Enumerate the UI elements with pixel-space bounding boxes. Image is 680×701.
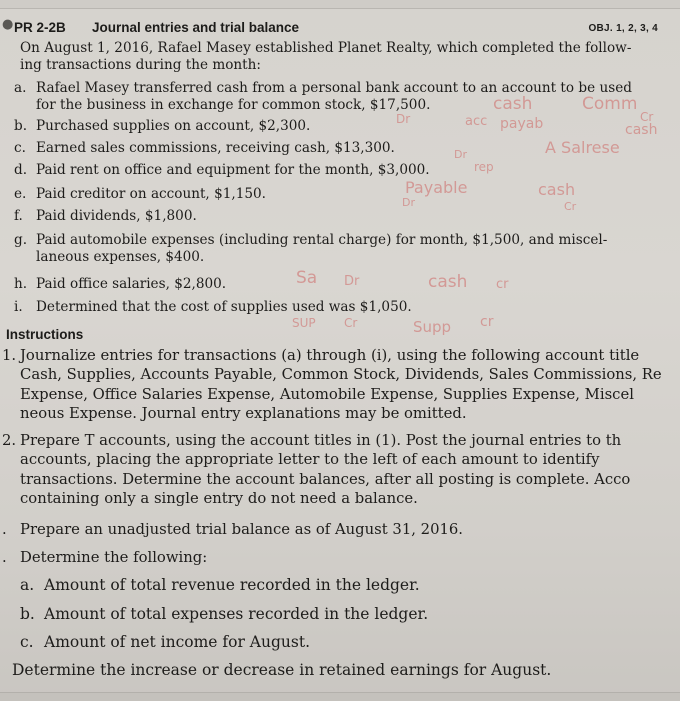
handwritten-note: Dr <box>454 148 467 161</box>
transaction-text: Purchased supplies on account, $2,300. <box>36 118 311 134</box>
intro-line: ing transactions during the month: <box>20 57 261 73</box>
bullet-icon: ● <box>2 17 14 32</box>
transaction-text: Rafael Masey transferred cash from a personal bank account to an account to be used <box>36 80 632 96</box>
top-page-edge <box>0 0 680 9</box>
handwritten-note: Cr <box>344 316 358 330</box>
problem-intro <box>20 40 668 74</box>
handwritten-note: cash <box>428 272 468 292</box>
handwritten-note: Payable <box>405 178 468 197</box>
sub-item-text: Amount of total expenses recorded in the ledger. <box>44 605 429 623</box>
transaction-label: c. <box>14 140 26 156</box>
sub-item-label: c. <box>20 633 34 651</box>
step-text-cont: Expense, Office Salaries Expense, Automobile Expense, Supplies Expense, Miscel <box>20 385 634 403</box>
handwritten-note: cr <box>496 277 509 292</box>
step-3 <box>2 520 463 539</box>
transaction-b <box>14 118 310 135</box>
transaction-text: Paid automobile expenses (including rental charge) for month, $1,500, and miscel- <box>36 232 608 248</box>
handwritten-note: acc <box>465 114 488 129</box>
transaction-text-cont: laneous expenses, $400. <box>36 249 205 265</box>
transaction-label: h. <box>14 276 28 292</box>
step-number: . <box>2 549 7 566</box>
transaction-text: Earned sales commissions, receiving cash, $13,300. <box>36 140 395 156</box>
handwritten-note: Dr <box>344 274 360 289</box>
handwritten-note: SUP <box>292 316 316 330</box>
transaction-label: g. <box>14 232 28 248</box>
transaction-label: i. <box>14 299 23 315</box>
transaction-i <box>14 299 412 316</box>
sub-item-label: a. <box>20 576 35 594</box>
final-instruction: Determine the increase or decrease in retained earnings for August. <box>12 661 552 679</box>
step-text-cont: containing only a single entry do not need a balance. <box>20 490 418 508</box>
handwritten-note: cash <box>493 94 533 114</box>
handwritten-note: cr <box>480 314 494 330</box>
sub-item-text: Amount of net income for August. <box>44 633 310 651</box>
instructions-heading: Instructions <box>6 327 84 342</box>
handwritten-note: Cr <box>564 200 577 213</box>
handwritten-note: A Salrese <box>545 138 620 157</box>
transaction-label: b. <box>14 118 28 134</box>
transaction-text: Determined that the cost of supplies used was $1,050. <box>36 299 412 315</box>
transaction-f <box>14 208 197 225</box>
transaction-a <box>14 80 632 114</box>
transaction-c <box>14 140 395 157</box>
handwritten-note: Dr <box>402 196 415 209</box>
step-text-cont: accounts, placing the appropriate letter to the left of each amount to identify <box>20 451 600 469</box>
transaction-label: d. <box>14 162 28 178</box>
transaction-text-cont: for the business in exchange for common stock, $17,500. <box>36 97 431 113</box>
handwritten-note: Supp <box>413 318 452 336</box>
problem-title: Journal entries and trial balance <box>92 20 300 35</box>
problem-number: PR 2-2B <box>14 20 66 35</box>
handwritten-note: rep <box>474 160 494 174</box>
step-text: Determine the following: <box>20 549 208 566</box>
step-text: Journalize entries for transactions (a) through (i), using the following account title <box>20 347 640 364</box>
objectives-label: OBJ. 1, 2, 3, 4 <box>588 23 658 34</box>
transaction-label: f. <box>14 208 23 224</box>
handwritten-note: cash <box>538 180 576 199</box>
transaction-text: Paid dividends, $1,800. <box>36 208 197 224</box>
sub-item-text: Amount of total revenue recorded in the ledger. <box>44 576 420 594</box>
step-number: . <box>2 521 7 538</box>
step-1 <box>2 346 662 424</box>
handwritten-note: Comm <box>582 94 638 114</box>
handwritten-note: Dr <box>396 112 411 126</box>
transaction-text: Paid rent on office and equipment for the month, $3,000. <box>36 162 430 178</box>
step-number: 2. <box>2 432 17 449</box>
transaction-text: Paid creditor on account, $1,150. <box>36 186 266 202</box>
transaction-g <box>14 232 607 266</box>
step-text: Prepare an unadjusted trial balance as of August 31, 2016. <box>20 521 464 538</box>
step-text-cont: Cash, Supplies, Accounts Payable, Common Stock, Dividends, Sales Commissions, Re <box>20 366 662 384</box>
transaction-h <box>14 276 226 293</box>
sub-item-label: b. <box>20 605 35 623</box>
step-number: 1. <box>2 347 17 364</box>
intro-line: On August 1, 2016, Rafael Masey established Planet Realty, which completed the follow- <box>20 40 632 56</box>
handwritten-note: payab <box>500 116 544 132</box>
transaction-d <box>14 162 430 179</box>
transaction-label: a. <box>14 80 27 96</box>
handwritten-note: Sa <box>296 268 318 288</box>
handwritten-note: cash <box>625 122 658 138</box>
sub-item-b <box>20 605 428 623</box>
handwritten-note: Cr <box>640 110 654 124</box>
step-4 <box>2 548 207 567</box>
sub-item-a <box>20 576 420 594</box>
problem-header <box>2 17 670 38</box>
transaction-label: e. <box>14 186 27 202</box>
transaction-text: Paid office salaries, $2,800. <box>36 276 227 292</box>
step-2 <box>2 431 630 509</box>
step-text-cont: neous Expense. Journal entry explanations may be omitted. <box>20 405 467 423</box>
step-text: Prepare T accounts, using the account titles in (1). Post the journal entries to th <box>20 432 622 449</box>
transaction-e <box>14 186 266 203</box>
step-text-cont: transactions. Determine the account balances, after all posting is complete. Acco <box>20 470 631 488</box>
sub-item-c <box>20 633 310 651</box>
